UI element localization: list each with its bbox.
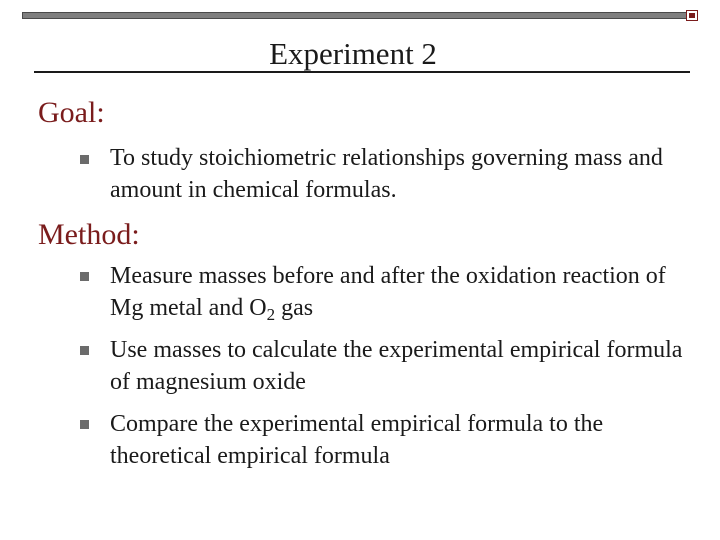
- square-bullet-icon: [80, 420, 89, 429]
- method-item-calculate: Use masses to calculate the experimental empirical formula of magnesium oxide: [110, 337, 683, 395]
- method-item-measure-text: Measure masses before and after the oxidation reaction of Mg metal and O: [110, 263, 666, 321]
- goal-heading: Goal:: [38, 96, 105, 129]
- method-item-compare: Compare the experimental empirical formula to the theoretical empirical formula: [110, 411, 604, 469]
- method-item-measure-tail: gas: [275, 295, 314, 321]
- method-item-measure: [110, 260, 690, 324]
- method-heading: Method:: [38, 218, 140, 251]
- title-underline: [34, 71, 690, 73]
- square-bullet-icon: [80, 272, 89, 281]
- square-bullet-icon: [80, 155, 89, 164]
- corner-square-icon: [686, 10, 698, 21]
- square-bullet-icon: [80, 346, 89, 355]
- goal-item: To study stoichiometric relationships governing mass and amount in chemical formulas.: [110, 145, 663, 203]
- o2-subscript: 2: [266, 305, 276, 324]
- top-decorative-bar: [22, 12, 698, 19]
- slide-title: Experiment 2: [269, 36, 437, 71]
